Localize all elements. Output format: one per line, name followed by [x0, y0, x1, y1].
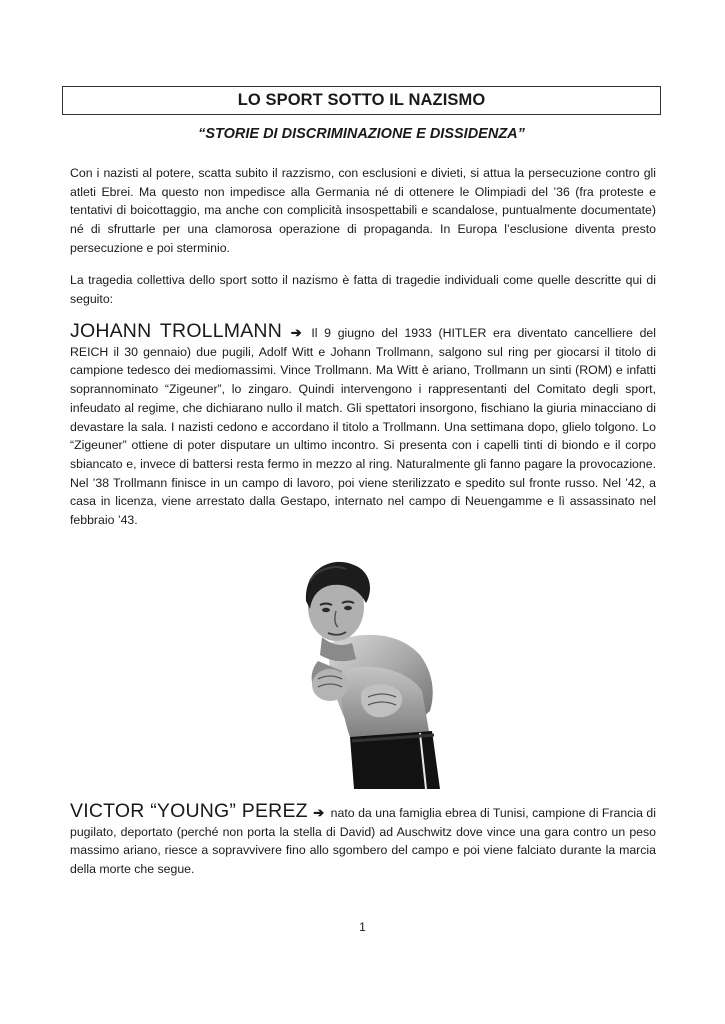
intro-paragraph: Con i nazisti al potere, scatta subito il razzismo, con esclusioni e divieti, si attua la persecuzione contro gli atleti Ebrei. Ma questo non impedisce alla Germania né di ottenere le Olimpiadi del ’36 (fra proteste e tentativi di boicottaggio, ma anche con complicità insospettabili e scandalose, puntualmente documentate) né di sfruttarle per una clamorosa operazione di propaganda. In Europa l’esclusione diventa presto persecuzione e poi sterminio.	[70, 166, 656, 255]
document-subtitle: “STORIE DI DISCRIMINAZIONE E DISSIDENZA”	[198, 126, 525, 142]
document-title-text: LO SPORT SOTTO IL NAZISMO	[237, 91, 486, 109]
section-trollmann	[70, 322, 656, 530]
section-text-perez: nato da una famiglia ebrea di Tunisi, campione di Francia di pugilato, deportato (perché non porta la stella di David) ad Auschwitz dove vince una gara contro un peso massimo ariano, riesce a sopravvivere fino allo sgombero del campo e poi viene falciato durante la marcia della morte che segue.	[70, 806, 656, 877]
page-number: 1	[359, 920, 366, 934]
arrow-right-icon: ➔	[313, 805, 325, 820]
second-paragraph: La tragedia collettiva dello sport sotto il nazismo è fatta di tragedie individuali come quelle descritte qui di seguito:	[70, 273, 656, 306]
arrow-right-icon: ➔	[290, 325, 302, 340]
section-text-trollmann: Il 9 giugno del 1933 (HITLER era diventato cancelliere del REICH il 30 gennaio) due pugili, Adolf Witt e Johann Trollmann, salgono sul ring per giocarsi il titolo di campione tedesco dei mediomassimi. Vince Trollmann. Ma Witt è ariano, Trollmann un sinti (ROM) e infatti soprannominato “Zigeuner”, lo zingaro. Quindi intervengono i rappresentanti del Comitato degli sport, infeudato al regime, che dichiarano nullo il match. Gli spettatori insorgono, fischiano la giuria minacciano di devastare la sala. I nazisti cedono e accordano il titolo a Trollmann. Una settimana dopo, glielo tolgono. Lo “Zigeuner” ottiene di poter disputare un ultimo incontro. Si presenta con i capelli tinti di biondo e il corpo sbiancato e, invece di battersi resta fermo in mezzo al ring. Naturalmente gli fanno pagare la provocazione. Nel ’38 Trollmann finisce in un campo di lavoro, poi viene sterilizzato e spedito sul fronte russo. Nel ’42, a casa in licenza, viene arrestato dalla Gestapo, internato nel campo di Neuengamme e lì assassinato nel febbraio ’43.	[70, 326, 656, 528]
document-title	[62, 86, 661, 115]
section-heading-trollmann: JOHANN TROLLMANN	[70, 320, 282, 342]
section-perez	[70, 802, 656, 879]
section-heading-perez: VICTOR “YOUNG” PEREZ	[70, 800, 308, 822]
boxer-photo	[270, 551, 456, 789]
